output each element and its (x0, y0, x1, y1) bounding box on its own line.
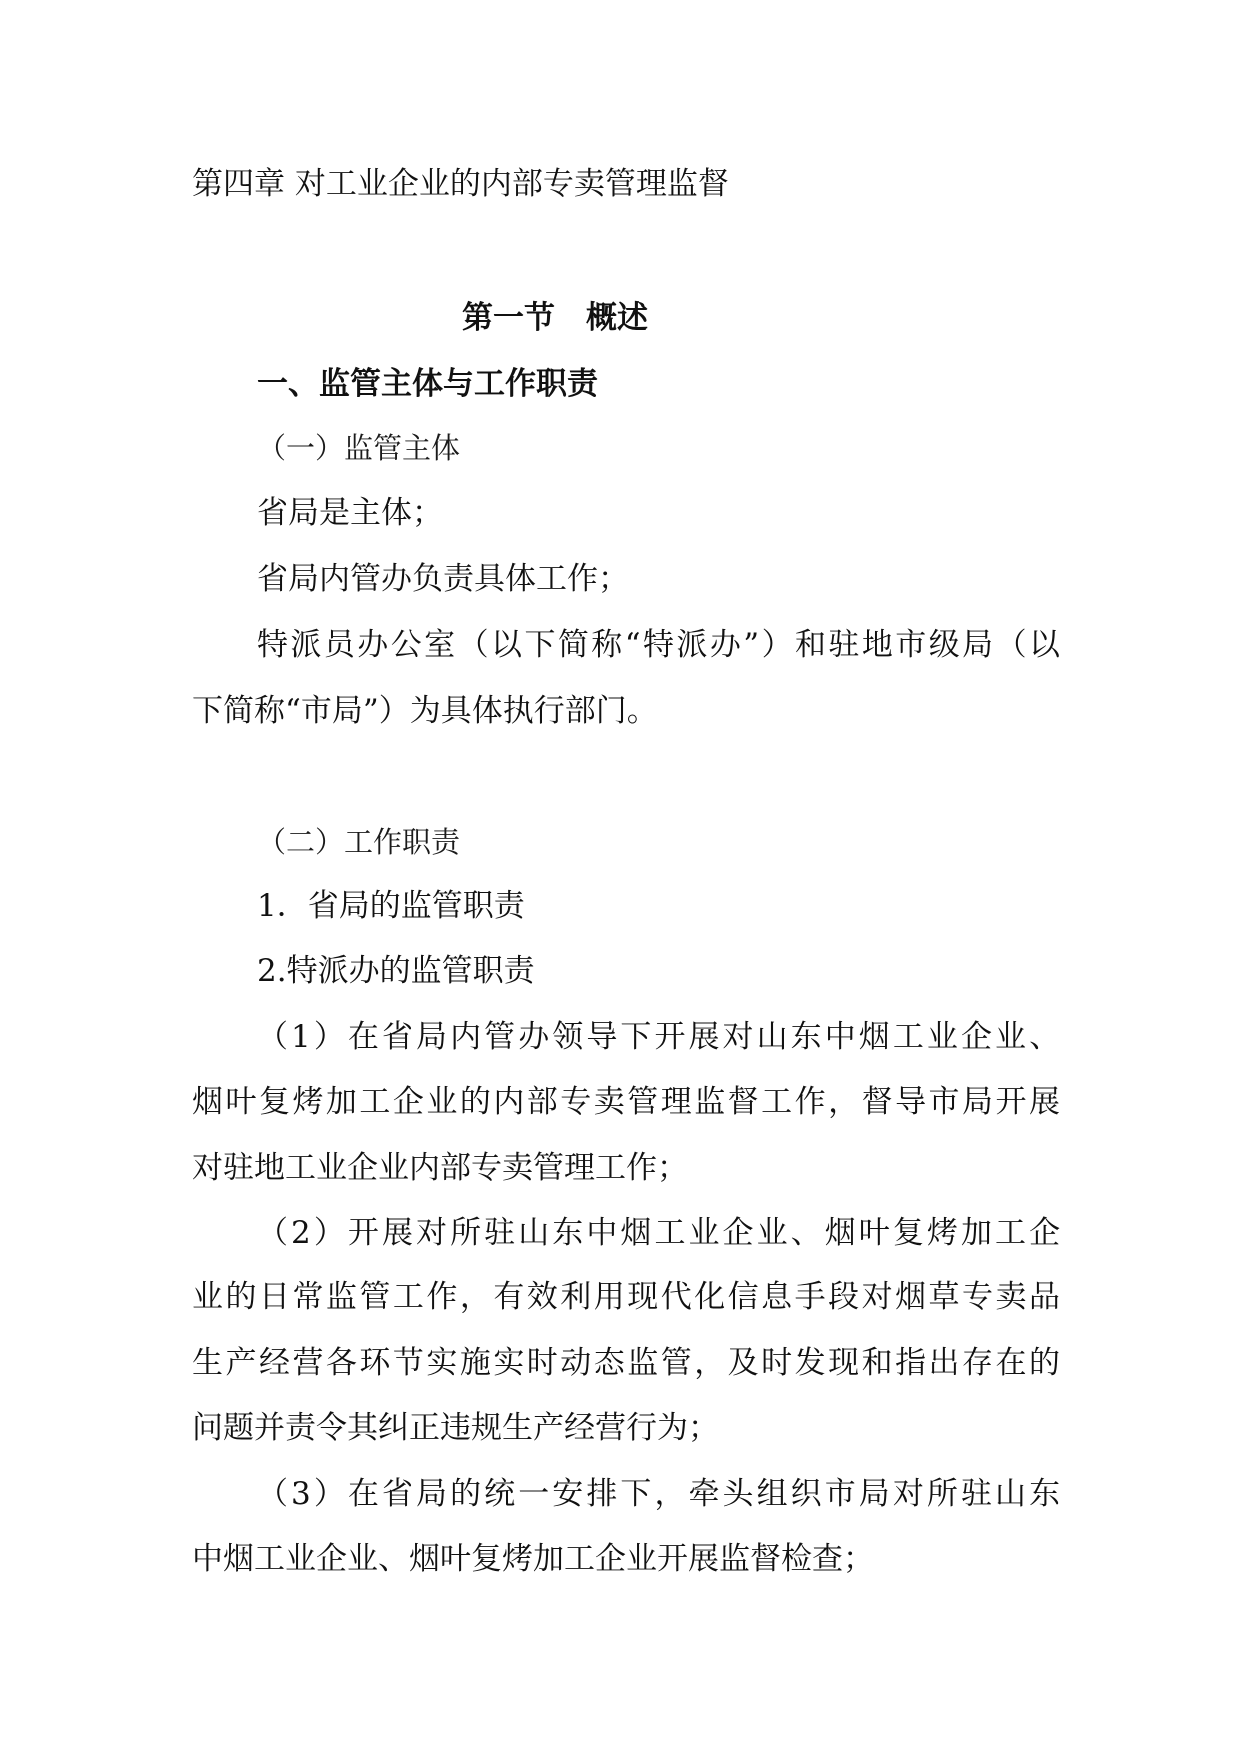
list-item-line: 2.特派办的监管职责 (257, 953, 535, 989)
line-text: （1）在省局内管办领导下开展对山东中烟工业企业、 (257, 1019, 1064, 1055)
line-text: 业的日常监管工作，有效利用现代化信息手段对烟草专卖品 (192, 1279, 1063, 1315)
list-item-line: 1．省局的监管职责 (257, 888, 525, 924)
line-text: 生产经营各环节实施实时动态监管，及时发现和指出存在的 (192, 1345, 1063, 1381)
list-item-line: 对驻地工业企业内部专卖管理工作； (192, 1150, 688, 1186)
part-heading: 一、监管主体与工作职责 (257, 366, 598, 402)
list-item-line (257, 1213, 1064, 1253)
list-item-line (257, 1474, 1064, 1514)
list-item-line (192, 1343, 1063, 1383)
section-title: 第一节 概述 (462, 300, 648, 336)
line-text: 特派员办公室（以下简称“特派办”）和驻地市级局（以 (257, 627, 1063, 663)
subsection-heading: （一）监管主体 (257, 431, 461, 465)
paragraph-line (257, 625, 1063, 665)
line-text: （2）开展对所驻山东中烟工业企业、烟叶复烤加工企 (257, 1215, 1064, 1251)
line-text: 烟叶复烤加工企业的内部专卖管理监督工作，督导市局开展 (192, 1084, 1063, 1120)
subsection-heading: （二）工作职责 (257, 825, 461, 859)
list-item-line (192, 1082, 1063, 1122)
line-text: （3）在省局的统一安排下，牵头组织市局对所驻山东 (257, 1476, 1064, 1512)
list-item-line (192, 1277, 1063, 1317)
paragraph-line: 省局内管办负责具体工作； (257, 561, 629, 597)
list-item-line (257, 1017, 1064, 1057)
chapter-title: 第四章 对工业企业的内部专卖管理监督 (192, 166, 729, 202)
paragraph-line: 下简称“市局”）为具体执行部门。 (192, 693, 658, 729)
list-item-line: 中烟工业企业、烟叶复烤加工企业开展监督检查； (192, 1541, 874, 1577)
list-item-line: 问题并责令其纠正违规生产经营行为； (192, 1410, 719, 1446)
paragraph-line: 省局是主体； (257, 495, 443, 531)
